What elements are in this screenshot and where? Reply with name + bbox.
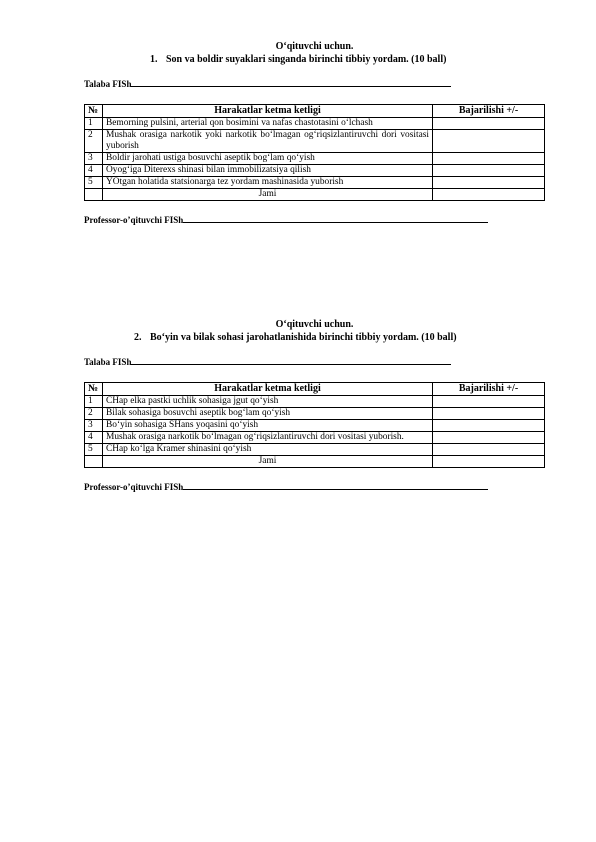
column-header-actions: Harakatlar ketma ketligi xyxy=(103,105,433,118)
table-row xyxy=(85,420,545,432)
task-section-1 xyxy=(84,40,545,226)
row-result xyxy=(433,408,545,420)
column-header-actions: Harakatlar ketma ketligi xyxy=(103,383,433,396)
total-result xyxy=(433,456,545,468)
task-title xyxy=(84,331,545,344)
task-title-text: Son va boldir suyaklari singanda birinchi tibbiy yordam. (10 ball) xyxy=(166,54,447,65)
row-number: 2 xyxy=(85,408,103,420)
row-number: 2 xyxy=(85,130,103,153)
table-row xyxy=(85,165,545,177)
student-name-field xyxy=(84,355,545,368)
task-number: 2. xyxy=(134,332,142,343)
total-empty-cell xyxy=(85,456,103,468)
professor-name-line xyxy=(183,480,488,490)
student-name-line xyxy=(131,77,451,87)
row-result xyxy=(433,118,545,130)
row-result xyxy=(433,153,545,165)
task-title xyxy=(84,53,545,66)
professor-label: Professor-o’qituvchi FISh xyxy=(84,215,184,225)
professor-signature-field xyxy=(84,213,545,226)
row-number: 1 xyxy=(85,396,103,408)
table-row xyxy=(85,444,545,456)
table-row xyxy=(85,130,545,153)
row-action: Mushak orasiga narkotik yoki narkotik bo‘lmagan og‘riqsizlantiruvchi dori vositasi yuborish xyxy=(103,130,433,153)
task-section-2 xyxy=(84,318,545,493)
column-header-number: № xyxy=(85,383,103,396)
row-number: 3 xyxy=(85,153,103,165)
task-number: 1. xyxy=(150,54,158,65)
column-header-result: Bajarilishi +/- xyxy=(433,383,545,396)
student-label: Talaba FISh xyxy=(84,357,132,367)
table-row xyxy=(85,396,545,408)
row-action: CHap ko‘lga Kramer shinasini qo‘yish xyxy=(103,444,433,456)
actions-table xyxy=(84,382,545,468)
professor-label: Professor-o’qituvchi FISh xyxy=(84,482,184,492)
row-number: 4 xyxy=(85,432,103,444)
row-action: Bemorning pulsini, arterial qon bosimini va nafas chastotasini o‘lchash xyxy=(103,118,433,130)
section-header: O‘qituvchi uchun. xyxy=(275,41,354,52)
row-action: CHap elka pastki uchlik sohasiga jgut qo‘yish xyxy=(103,396,433,408)
row-result xyxy=(433,432,545,444)
row-action: Oyog‘iga Diterexs shinasi bilan immobilizatsiya qilish xyxy=(103,165,433,177)
table-row xyxy=(85,118,545,130)
total-result xyxy=(433,189,545,201)
row-number: 1 xyxy=(85,118,103,130)
row-action: Boldir jarohati ustiga bosuvchi aseptik bog‘lam qo‘yish xyxy=(103,153,433,165)
row-result xyxy=(433,130,545,153)
column-header-number: № xyxy=(85,105,103,118)
row-number: 5 xyxy=(85,177,103,189)
student-name-line xyxy=(131,355,451,365)
table-total-row xyxy=(85,456,545,468)
professor-signature-field xyxy=(84,480,545,493)
row-number: 3 xyxy=(85,420,103,432)
table-total-row xyxy=(85,189,545,201)
row-result xyxy=(433,396,545,408)
row-result xyxy=(433,165,545,177)
professor-name-line xyxy=(183,213,488,223)
table-header-row xyxy=(85,383,545,396)
row-number: 5 xyxy=(85,444,103,456)
section-header: O‘qituvchi uchun. xyxy=(275,319,354,330)
row-result xyxy=(433,444,545,456)
actions-table xyxy=(84,104,545,201)
total-label: Jami xyxy=(103,189,433,201)
row-result xyxy=(433,420,545,432)
table-row xyxy=(85,153,545,165)
row-action: Mushak orasiga narkotik bo‘lmagan og‘riqsizlantiruvchi dori vositasi yuborish. xyxy=(103,432,433,444)
row-action: YOtgan holatida statsionarga tez yordam mashinasida yuborish xyxy=(103,177,433,189)
row-number: 4 xyxy=(85,165,103,177)
table-row xyxy=(85,177,545,189)
table-header-row xyxy=(85,105,545,118)
column-header-result: Bajarilishi +/- xyxy=(433,105,545,118)
total-label: Jami xyxy=(103,456,433,468)
total-empty-cell xyxy=(85,189,103,201)
task-title-text: Bo‘yin va bilak sohasi jarohatlanishida birinchi tibbiy yordam. (10 ball) xyxy=(150,332,457,343)
row-action: Bilak sohasiga bosuvchi aseptik bog‘lam qo‘yish xyxy=(103,408,433,420)
row-result xyxy=(433,177,545,189)
row-action: Bo‘yin sohasiga SHans yoqasini qo‘yish xyxy=(103,420,433,432)
table-row xyxy=(85,432,545,444)
student-name-field xyxy=(84,77,545,90)
table-row xyxy=(85,408,545,420)
student-label: Talaba FISh xyxy=(84,79,132,89)
